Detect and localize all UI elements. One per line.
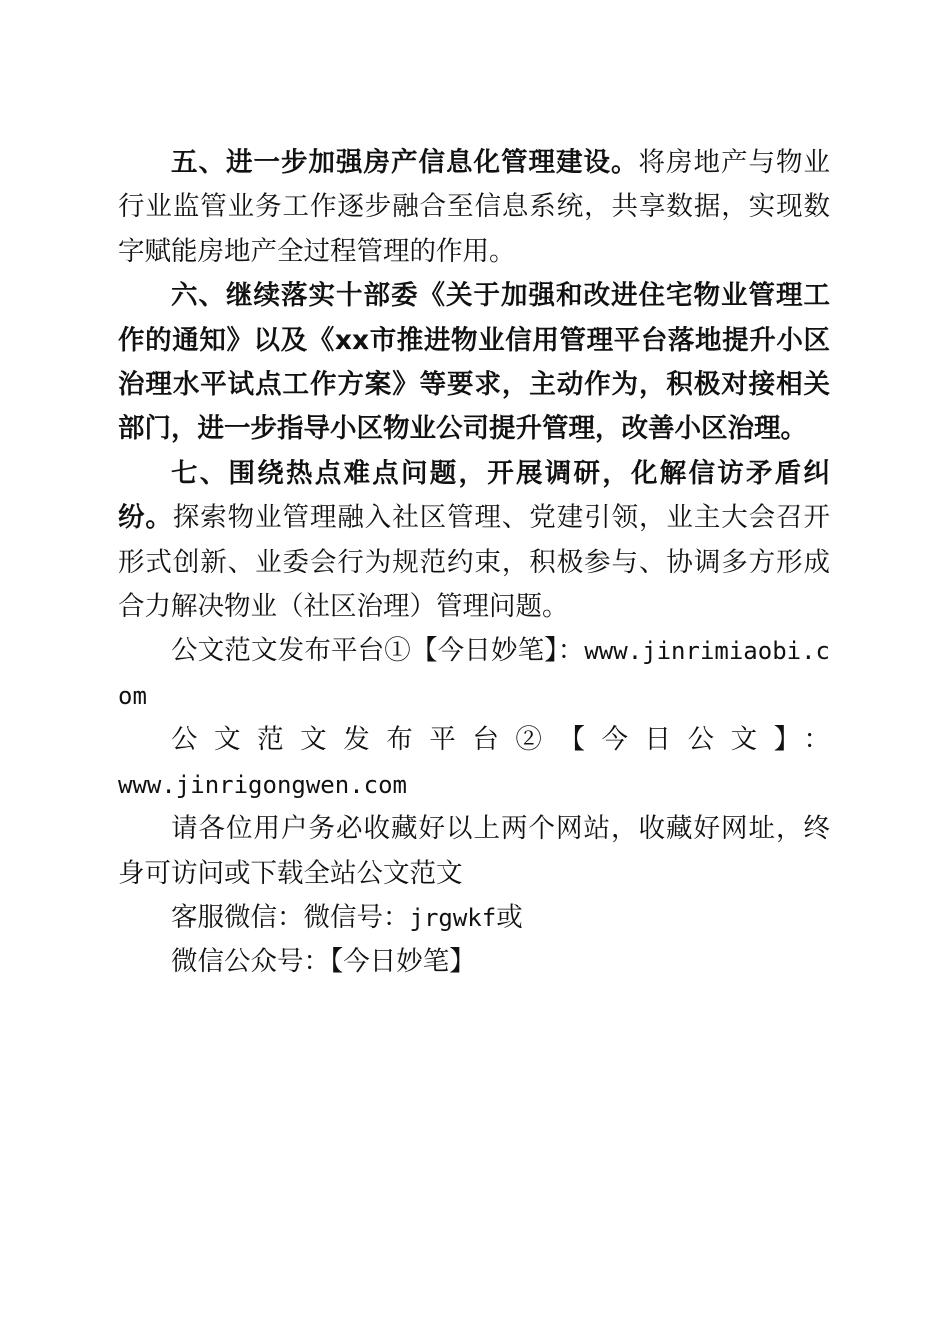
document-body xyxy=(118,141,830,985)
paragraph-seven xyxy=(118,452,830,630)
customer-service-label: 客服微信：微信号： xyxy=(171,901,410,933)
paragraph-six: 六、继续落实十部委《关于加强和改进住宅物业管理工作的通知》以及《xx市推进物业信用管理平台落地提升小区治理水平试点工作方案》等要求，主动作为，积极对接相关部门，进一步指导小区物业公司提升管理，改善小区治理。 xyxy=(118,280,830,445)
customer-service-suffix: 或 xyxy=(496,901,523,933)
official-account-line: 微信公众号：【今日妙笔】 xyxy=(171,946,476,978)
customer-service-id: jrgwkf xyxy=(409,903,497,932)
bookmark-notice: 请各位用户务必收藏好以上两个网站，收藏好网址，终身可访问或下载全站公文范文 xyxy=(118,813,830,889)
paragraph-five-heading: 五、进一步加强房产信息化管理建设。 xyxy=(171,147,639,178)
customer-service-line xyxy=(118,896,830,940)
platform-two-url: www.jinrigongwen.com xyxy=(118,770,407,799)
platform-one-url: www.jinrimiaobi.com xyxy=(118,637,830,710)
platform-one-line xyxy=(118,629,830,718)
platform-one-label: 公文范文发布平台①【今日妙笔】： xyxy=(171,635,585,667)
paragraph-five xyxy=(118,141,830,274)
paragraph-seven-heading: 七、围绕热点难点问题，开展调研，化解信访矛盾纠纷。 xyxy=(118,457,830,534)
paragraph-seven-body: 探索物业管理融入社区管理、党建引领，业主大会召开形式创新、业委会行为规范约束，积极参与、协调多方形成合力解决物业（社区治理）管理问题。 xyxy=(118,502,831,623)
platform-two-label: 公文范文发布平台②【今日公文】： xyxy=(171,724,830,756)
platform-two-url-line xyxy=(118,763,830,807)
paragraph-five-body: 将房地产与物业行业监管业务工作逐步融合至信息系统，共享数据，实现数字赋能房地产全过程管理的作用。 xyxy=(118,147,830,267)
